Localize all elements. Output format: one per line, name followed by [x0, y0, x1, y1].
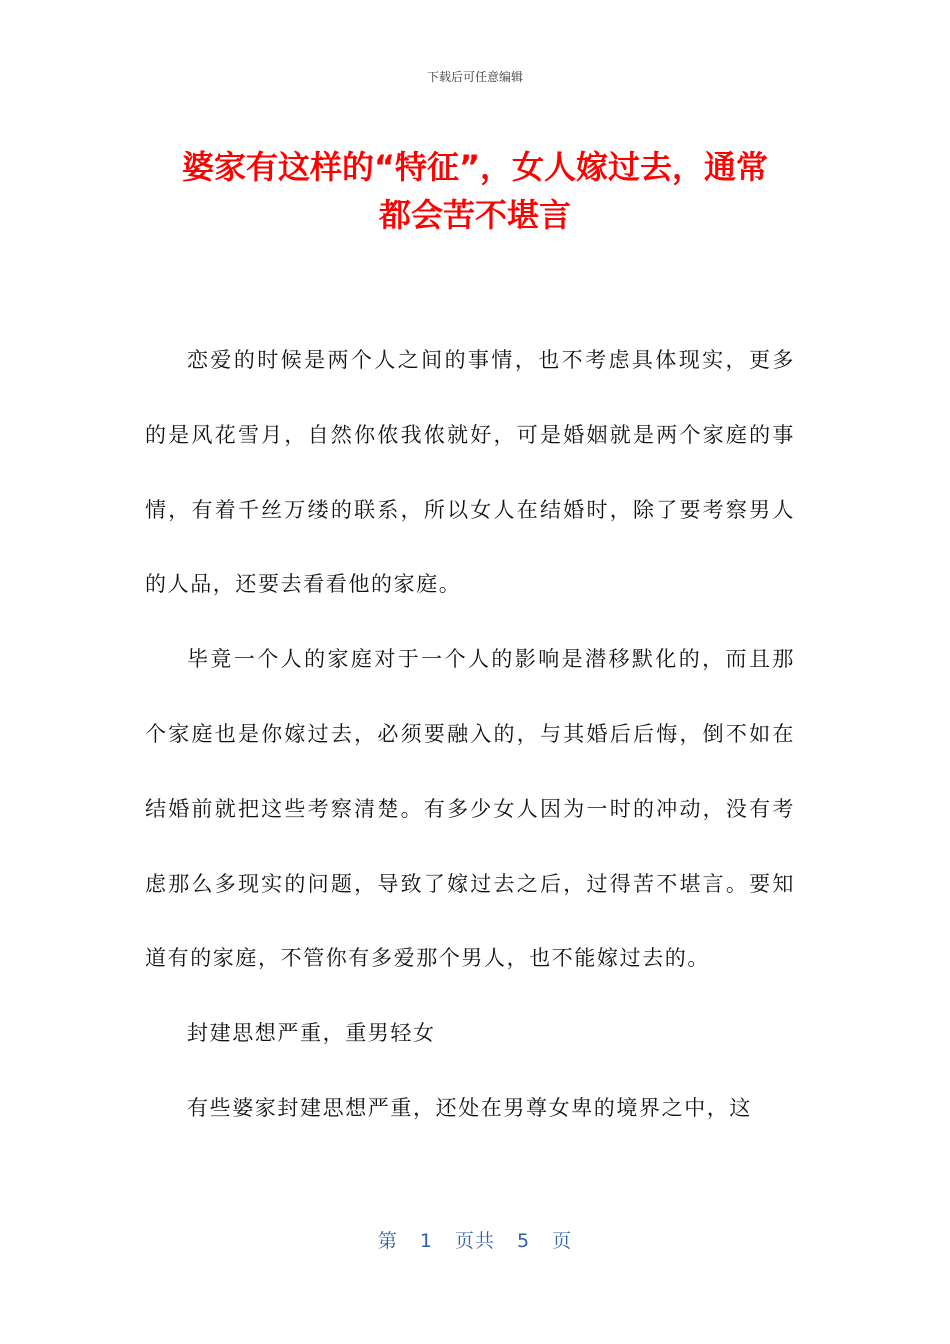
- title-line-1: 婆家有这样的“特征”，女人嫁过去，通常: [181, 148, 769, 186]
- document-title: [140, 143, 810, 239]
- footer-suffix: 页: [552, 1230, 573, 1252]
- title-line-2: 都会苦不堪言: [378, 196, 571, 234]
- footer-page-number: 1: [419, 1230, 433, 1252]
- page-footer: [0, 1226, 950, 1253]
- footer-prefix: 第: [377, 1230, 398, 1252]
- footer-middle: 页共: [454, 1230, 495, 1252]
- footer-total-pages: 5: [517, 1230, 531, 1252]
- paragraph: 有些婆家封建思想严重，还处在男尊女卑的境界之中，这: [187, 1095, 752, 1120]
- document-body: [145, 323, 795, 1146]
- header-note: 下载后可任意编辑: [426, 70, 523, 84]
- paragraph: 毕竟一个人的家庭对于一个人的影响是潜移默化的，而且那个家庭也是你嫁过去，必须要融入的，与其婚后后悔，倒不如在结婚前就把这些考察清楚。有多少女人因为一时的冲动，没有考虑那么多现实的问题，导致了嫁过去之后，过得苦不堪言。要知道有的家庭，不管你有多爱那个男人，也不能嫁过去的。: [145, 647, 795, 971]
- section-heading: 封建思想严重，重男轻女: [187, 1021, 436, 1046]
- paragraph: 恋爱的时候是两个人之间的事情，也不考虑具体现实，更多的是风花雪月，自然你侬我侬就好，可是婚姻就是两个家庭的事情，有着千丝万缕的联系，所以女人在结婚时，除了要考察男人的人品，还要去看看他的家庭。: [145, 348, 795, 597]
